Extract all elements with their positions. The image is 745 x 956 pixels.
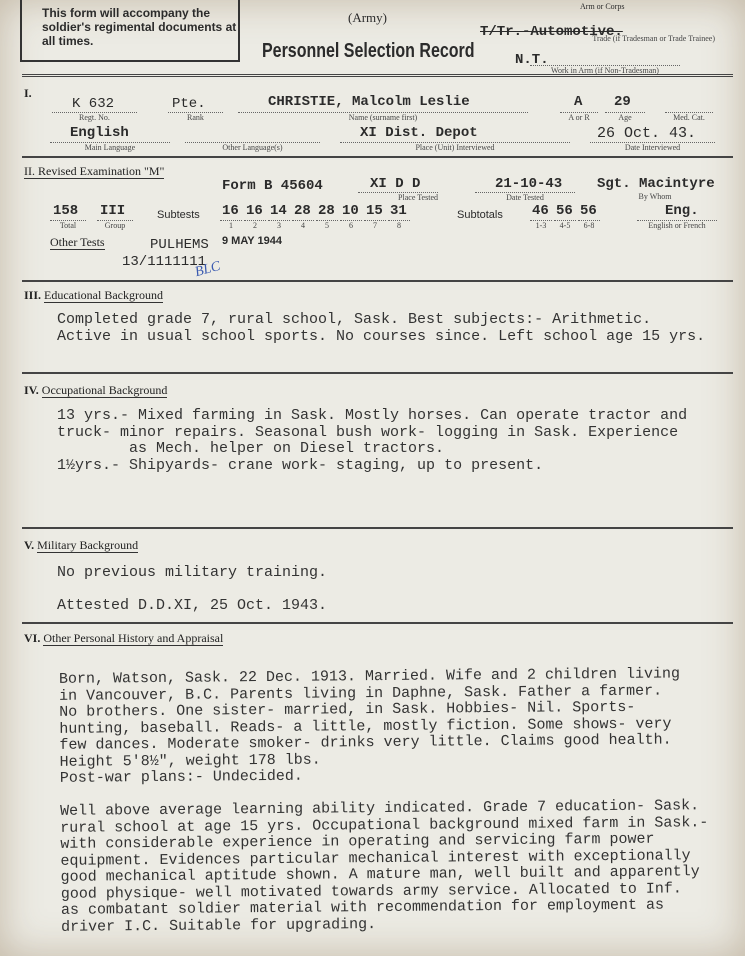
score-value: 16 xyxy=(246,203,263,219)
score-value: 16 xyxy=(222,203,239,219)
score-value: 14 xyxy=(270,203,287,219)
divider xyxy=(22,527,733,529)
text-line: Active in usual school sports. No courses since. Left school age 15 yrs. xyxy=(57,327,706,345)
text-line: Attested D.D.XI, 25 Oct. 1943. xyxy=(57,597,328,614)
score-value: 15 xyxy=(366,203,383,219)
score-index: 2 xyxy=(244,220,266,230)
text-line: with considerable experience in operating and servicing farm power xyxy=(60,830,655,853)
other-tests-label xyxy=(50,235,105,250)
text-line: in Vancouver, B.C. Parents living in Daphne, Sask. Father a farmer. xyxy=(58,682,663,705)
subtotals-label: Subtotals xyxy=(457,209,503,221)
main-language: English xyxy=(70,125,129,141)
section-5-title: Military Background xyxy=(37,538,139,552)
section-6-heading xyxy=(24,631,223,646)
divider xyxy=(22,372,733,374)
text-line: hunting, baseball. Reads- a little, mostly fiction. Some shows- very xyxy=(59,714,672,738)
group-label: Group xyxy=(97,220,133,230)
section-4-numeral: IV. xyxy=(24,383,39,397)
test-language-label: English or French xyxy=(637,220,717,230)
trade-value: T/Tr.-Automotive. xyxy=(480,24,623,40)
text-line: truck- minor repairs. Seasonal bush work- logging in Sask. Experience xyxy=(57,423,679,441)
score-value: 10 xyxy=(342,203,359,219)
trade-label: Trade (if Tradesman or Trade Trainee) xyxy=(592,34,715,43)
appraisal-text xyxy=(59,666,709,936)
date-tested: 21-10-43 xyxy=(495,176,563,192)
score-value: 28 xyxy=(294,203,311,219)
score-index: 3 xyxy=(268,220,290,230)
other-language-label: Other Language(s) xyxy=(185,142,320,152)
date-interviewed: 26 Oct. 43. xyxy=(597,125,697,142)
section-3-heading xyxy=(24,288,163,303)
place-interviewed-label: Place (Unit) Interviewed xyxy=(340,142,570,152)
text-line: 1½yrs.- Shipyards- crane work- staging, up to present. xyxy=(57,456,544,474)
rank-label: Rank xyxy=(168,112,223,122)
section-4-title: Occupational Background xyxy=(41,383,168,397)
section-4-heading xyxy=(24,383,167,398)
text-line: Well above average learning ability indicated. Grade 7 education- Sask. xyxy=(60,797,700,820)
section-5-heading xyxy=(24,538,138,553)
score-index: 4-5 xyxy=(554,220,576,230)
divider xyxy=(22,156,733,158)
text-line: equipment. Evidences particular mechanical interest with exceptionally xyxy=(60,846,691,870)
text-line: Born, Watson, Sask. 22 Dec. 1913. Married. Wife and 2 children living xyxy=(58,665,681,688)
score-value: 31 xyxy=(390,203,407,219)
occupational-background-text xyxy=(57,408,687,474)
test-language: Eng. xyxy=(665,203,699,219)
text-line: as combatant soldier material with recommendation for employment as xyxy=(60,896,665,919)
notice-box: This form will accompany the soldier's regimental documents at all times. xyxy=(20,0,240,62)
score-index: 5 xyxy=(316,220,338,230)
divider xyxy=(22,74,733,77)
score-value: 28 xyxy=(318,203,335,219)
place-interviewed: XI Dist. Depot xyxy=(360,125,478,141)
regt-no-label: Regt. No. xyxy=(52,112,137,122)
section-5-numeral: V. xyxy=(24,538,35,552)
name: CHRISTIE, Malcolm Leslie xyxy=(268,94,470,110)
divider xyxy=(22,280,733,282)
army-label: (Army) xyxy=(348,10,387,25)
subtests-label: Subtests xyxy=(157,209,200,221)
pulhems-date-stamp: 9 MAY 1944 xyxy=(222,235,282,247)
section-3-numeral: III. xyxy=(24,288,42,302)
section-3-title: Educational Background xyxy=(44,288,163,302)
age: 29 xyxy=(614,94,631,110)
work-label: Work in Arm (if Non-Tradesman) xyxy=(530,65,680,75)
score-value: 56 xyxy=(556,203,573,219)
section-2-heading xyxy=(24,164,164,179)
educational-background-text xyxy=(57,312,705,345)
form-title: Personnel Selection Record xyxy=(262,40,475,62)
score-value: 56 xyxy=(580,203,597,219)
section-1-numeral: I. xyxy=(24,86,32,100)
score-index: 7 xyxy=(364,220,386,230)
a-or-r: A xyxy=(574,94,583,110)
date-interviewed-label: Date Interviewed xyxy=(590,142,715,152)
section-2-heading-text: II. Revised Examination "M" xyxy=(24,164,165,178)
text-line: few dances. Moderate smoker- drinks very little. Claims good health. xyxy=(59,731,672,754)
form-number: Form B 45604 xyxy=(222,178,323,194)
total-score: 158 xyxy=(53,203,79,219)
main-language-label: Main Language xyxy=(50,142,170,152)
text-line: Height 5'8½", weight 178 lbs. xyxy=(59,751,321,771)
divider xyxy=(22,622,733,624)
military-background-text xyxy=(57,565,327,615)
score-index: 6 xyxy=(340,220,362,230)
text-line: good mechanical aptitude shown. A mature man, well built and apparently xyxy=(60,863,700,886)
age-label: Age xyxy=(605,112,645,122)
section-6-numeral: VI. xyxy=(24,631,41,645)
arm-or-corps-label: Arm or Corps xyxy=(580,2,625,11)
text-line: rural school at age 15 yrs. Occupational background mixed farm in Sask.- xyxy=(60,813,709,837)
place-tested-label: Place Tested xyxy=(358,192,438,202)
text-line: Post-war plans:- Undecided. xyxy=(59,767,303,787)
other-tests-text: Other Tests xyxy=(50,235,105,249)
section-6-title: Other Personal History and Appraisal xyxy=(43,631,224,645)
regt-no: K 632 xyxy=(72,96,115,112)
text-line: Completed grade 7, rural school, Sask. Best subjects:- Arithmetic. xyxy=(57,311,652,328)
text-line: good physique- well motivated towards army service. Allocated to Inf. xyxy=(60,879,682,903)
med-cat-label: Med. Cat. xyxy=(665,112,713,122)
place-tested: XI D D xyxy=(370,176,421,192)
a-or-r-label: A or R xyxy=(560,112,598,122)
score-index: 6-8 xyxy=(578,220,600,230)
text-line: as Mech. helper on Diesel tractors. xyxy=(57,440,445,457)
name-label: Name (surname first) xyxy=(238,112,528,122)
text-line: No brothers. One sister- married, in Sask. Hobbies- Nil. Sports- xyxy=(59,698,636,721)
score-value: 46 xyxy=(532,203,549,219)
handwritten-initials: BLC xyxy=(193,258,223,281)
rank: Pte. xyxy=(172,96,206,112)
score-index: 1-3 xyxy=(530,220,552,230)
tested-by-label: By Whom xyxy=(638,192,672,201)
work-value: N.T. xyxy=(515,52,549,68)
text-line: driver I.C. Suitable for upgrading. xyxy=(61,915,377,936)
score-index: 1 xyxy=(220,220,242,230)
score-index: 4 xyxy=(292,220,314,230)
pulhems-label: PULHEMS xyxy=(150,237,209,253)
total-label: Total xyxy=(50,220,86,230)
date-tested-label: Date Tested xyxy=(475,192,575,202)
group: III xyxy=(100,203,126,219)
tested-by: Sgt. Macintyre xyxy=(597,176,715,192)
pulhems-code: 13/1111111 xyxy=(122,254,207,270)
text-line: 13 yrs.- Mixed farming in Sask. Mostly horses. Can operate tractor and xyxy=(57,407,688,424)
text-line: No previous military training. xyxy=(57,564,328,581)
score-index: 8 xyxy=(388,220,410,230)
text-line xyxy=(57,582,327,599)
